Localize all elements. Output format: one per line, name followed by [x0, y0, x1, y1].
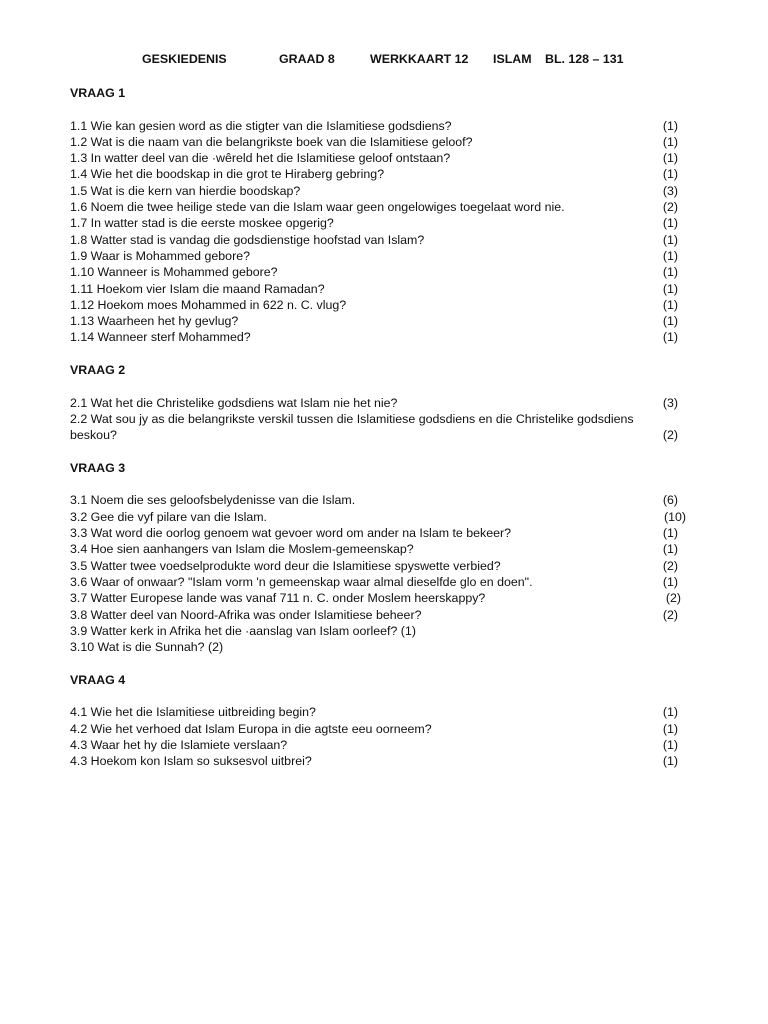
section-title: VRAAG 2: [70, 363, 126, 378]
question-text: 3.6 Waar of onwaar? "Islam vorm 'n gemeenskap waar almal dieselfde glo en doen".: [70, 574, 533, 589]
question-item: [70, 118, 710, 134]
question-item: [70, 704, 710, 720]
question-item: [70, 411, 710, 444]
question-item: [70, 737, 710, 753]
question-text: 3.3 Wat word die oorlog genoem wat gevoer word om ander na Islam te bekeer?: [70, 526, 512, 541]
question-text: 3.2 Gee die vyf pilare van die Islam.: [70, 509, 267, 524]
question-marks: (1): [662, 314, 678, 329]
question-item: [70, 297, 710, 313]
question-item: [70, 150, 710, 166]
header-topic: ISLAM: [493, 52, 532, 66]
question-text: 1.1 Wie kan gesien word as die stigter van die Islamitiese godsdiens?: [70, 118, 452, 133]
question-marks: (6): [662, 493, 678, 508]
question-item: [70, 492, 710, 508]
question-marks: (2): [662, 428, 678, 443]
section-title: VRAAG 1: [70, 86, 126, 100]
question-text: 4.3 Waar het hy die Islamiete verslaan?: [70, 737, 288, 752]
question-marks: (1): [662, 721, 678, 736]
section-title: VRAAG 3: [70, 460, 126, 475]
question-item: [70, 329, 710, 345]
question-item: [70, 753, 710, 769]
question-item: [70, 395, 710, 411]
question-text: 4.2 Wie het verhoed dat Islam Europa in die agtste eeu oorneem?: [70, 721, 432, 736]
question-item: [70, 281, 710, 297]
question-item: [70, 215, 710, 231]
question-item: [70, 639, 710, 655]
question-text: 1.7 In watter stad is die eerste moskee opgerig?: [70, 216, 334, 231]
question-text: 1.4 Wie het die boodskap in die grot te Hiraberg gebring?: [70, 167, 385, 182]
question-item: [70, 232, 710, 248]
question-marks: (2): [662, 558, 678, 573]
question-item: [70, 248, 710, 264]
question-list: [70, 85, 710, 769]
question-marks: (2): [665, 591, 681, 606]
question-text: 4.1 Wie het die Islamitiese uitbreiding begin?: [70, 705, 316, 720]
question-item: [70, 199, 710, 215]
question-text: 4.3 Hoekom kon Islam so suksesvol uitbrei?: [70, 754, 312, 769]
question-marks: (10): [663, 509, 686, 524]
question-text: 1.8 Watter stad is vandag die godsdienstige hoofstad van Islam?: [70, 232, 425, 247]
section-title: VRAAG 4: [70, 672, 126, 687]
question-item: [70, 183, 710, 199]
question-text: 3.8 Watter deel van Noord-Afrika was onder Islamitiese beheer?: [70, 607, 422, 622]
question-text: 1.12 Hoekom moes Mohammed in 622 n. C. vlug?: [70, 297, 347, 312]
question-text: 1.3 In watter deel van die ·wêreld het die Islamitiese geloof ontstaan?: [70, 151, 451, 166]
question-item: [70, 607, 710, 623]
question-item: [70, 134, 710, 150]
question-text: 1.9 Waar is Mohammed gebore?: [70, 248, 250, 263]
question-marks: (3): [662, 183, 678, 198]
question-item: [70, 313, 710, 329]
question-marks: (1): [662, 265, 678, 280]
question-marks: (1): [662, 134, 678, 149]
question-marks: (1): [662, 705, 678, 720]
header-page-range: BL. 128 – 131: [545, 52, 624, 66]
question-item: [70, 590, 710, 606]
question-marks: (1): [662, 526, 678, 541]
question-marks: (1): [662, 167, 678, 182]
question-item: [70, 541, 710, 557]
question-marks: (1): [662, 542, 678, 557]
question-item: [70, 525, 710, 541]
question-item: [70, 574, 710, 590]
question-text: 1.11 Hoekom vier Islam die maand Ramadan?: [70, 281, 325, 296]
question-item: [70, 558, 710, 574]
question-text: 3.9 Watter kerk in Afrika het die ·aanslag van Islam oorleef? (1): [70, 623, 416, 638]
header-grade: GRAAD 8: [279, 52, 335, 66]
question-marks: (1): [662, 574, 678, 589]
question-marks: (1): [662, 281, 678, 296]
question-marks: (1): [662, 151, 678, 166]
question-text: 1.2 Wat is die naam van die belangrikste boek van die Islamitiese geloof?: [70, 134, 473, 149]
question-item: [70, 264, 710, 280]
question-marks: (2): [662, 607, 678, 622]
question-text: 1.13 Waarheen het hy gevlug?: [70, 314, 239, 329]
question-item: [70, 623, 710, 639]
question-item: [70, 721, 710, 737]
question-text: 1.5 Wat is die kern van hierdie boodskap?: [70, 183, 301, 198]
question-text: 1.10 Wanneer is Mohammed gebore?: [70, 265, 278, 280]
header-worksheet-number: WERKKAART 12: [370, 52, 469, 66]
question-text: 2.2 Wat sou jy as die belangrikste verskil tussen die Islamitiese godsdiens en die Christelike godsdiens beskou?: [70, 411, 634, 443]
question-marks: (1): [662, 330, 678, 345]
question-marks: (1): [662, 297, 678, 312]
question-text: 3.10 Wat is die Sunnah? (2): [70, 640, 224, 655]
question-text: 1.14 Wanneer sterf Mohammed?: [70, 330, 251, 345]
question-text: 2.1 Wat het die Christelike godsdiens wat Islam nie het nie?: [70, 395, 398, 410]
question-text: 3.7 Watter Europese lande was vanaf 711 n. C. onder Moslem heerskappy?: [70, 591, 486, 606]
question-text: 3.5 Watter twee voedselprodukte word deur die Islamitiese spyswette verbied?: [70, 558, 501, 573]
question-marks: (3): [662, 395, 678, 410]
question-marks: (1): [662, 118, 678, 133]
question-marks: (1): [662, 737, 678, 752]
question-marks: (1): [662, 216, 678, 231]
question-text: 1.6 Noem die twee heilige stede van die Islam waar geen ongelowiges toegelaat word nie.: [70, 200, 565, 215]
question-text: 3.1 Noem die ses geloofsbelydenisse van die Islam.: [70, 493, 356, 508]
question-marks: (2): [662, 200, 678, 215]
question-marks: (1): [662, 232, 678, 247]
question-marks: (1): [662, 754, 678, 769]
worksheet-header: [0, 52, 768, 68]
question-text: 3.4 Hoe sien aanhangers van Islam die Moslem-gemeenskap?: [70, 542, 414, 557]
header-subject: GESKIEDENIS: [142, 52, 227, 66]
question-item: [70, 509, 710, 525]
question-marks: (1): [662, 248, 678, 263]
question-item: [70, 166, 710, 182]
